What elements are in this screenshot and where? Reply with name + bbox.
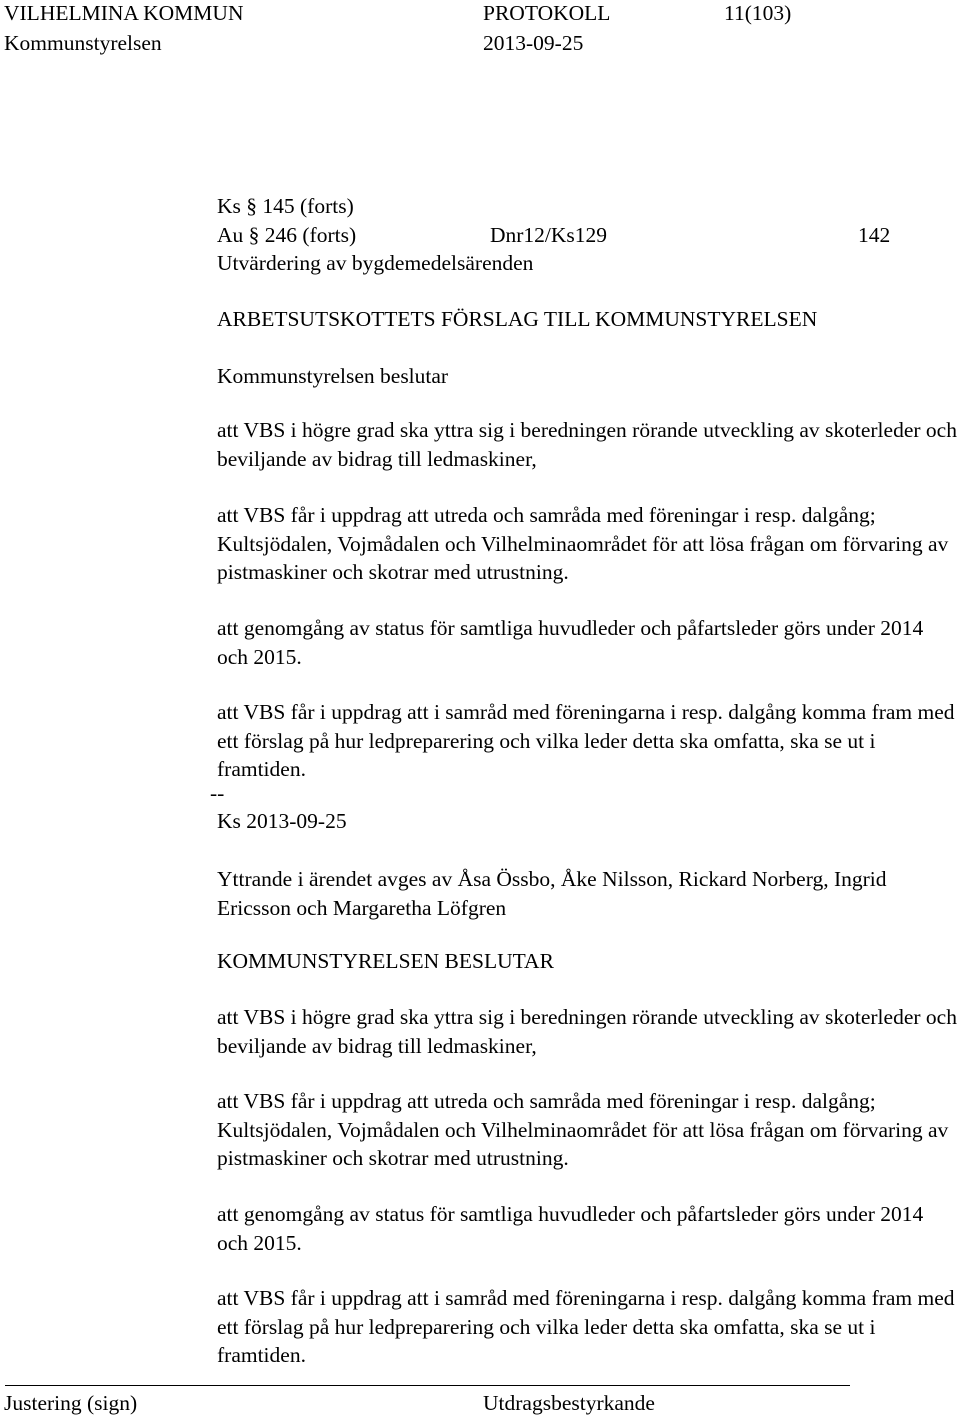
case-title: Utvärdering av bygdemedelsärenden <box>217 251 534 275</box>
case-number: 142 <box>858 223 891 247</box>
separator: -- <box>210 781 225 805</box>
decision-item: att VBS i högre grad ska yttra sig i beredningen rörande utveckling av skoterleder och beviljande av bidrag till ledmaskiner, <box>217 1005 957 1058</box>
decision-item: att genomgång av status för samtliga huvudleder och påfartsleder görs under 2014 och 2015. <box>217 1202 924 1255</box>
proposal-heading: ARBETSUTSKOTTETS FÖRSLAG TILL KOMMUNSTYRELSEN <box>217 307 818 331</box>
diary-number: Dnr12/Ks129 <box>490 223 608 247</box>
document-type: PROTOKOLL <box>483 1 611 25</box>
proposal-intro: Kommunstyrelsen beslutar <box>217 364 449 388</box>
ks-meeting-ref: Ks 2013-09-25 <box>217 809 347 833</box>
decision-item: att VBS får i uppdrag att i samråd med föreningarna i resp. dalgång komma fram med ett förslag på hur ledpreparering och vilka leder detta ska omfatta, ska se ut i framtiden. <box>217 1286 955 1367</box>
proposal-item: att VBS får i uppdrag att i samråd med föreningarna i resp. dalgång komma fram med ett förslag på hur ledpreparering och vilka leder detta ska omfatta, ska se ut i framtiden. <box>217 700 955 781</box>
meeting-date: 2013-09-25 <box>483 31 584 55</box>
ks-paragraph-ref: Ks § 145 (forts) <box>217 194 354 218</box>
statement-paragraph: Yttrande i ärendet avges av Åsa Össbo, Åke Nilsson, Rickard Norberg, Ingrid Ericsson och Margaretha Löfgren <box>217 867 887 920</box>
proposal-item: att genomgång av status för samtliga huvudleder och påfartsleder görs under 2014 och 2015. <box>217 616 924 669</box>
proposal-item: att VBS i högre grad ska yttra sig i beredningen rörande utveckling av skoterleder och beviljande av bidrag till ledmaskiner, <box>217 418 957 471</box>
municipality-name: VILHELMINA KOMMUN <box>4 1 244 25</box>
page-number: 11(103) <box>724 1 792 25</box>
decision-item: att VBS får i uppdrag att utreda och samråda med föreningar i resp. dalgång; Kultsjödalen, Vojmådalen och Vilhelminaområdet för att lösa frågan om förvaring av pistmaskiner och skotrar med utrustning. <box>217 1089 949 1170</box>
committee-name: Kommunstyrelsen <box>4 31 162 55</box>
utdragsbestyrkande-label: Utdragsbestyrkande <box>483 1391 655 1415</box>
au-paragraph-ref: Au § 246 (forts) <box>217 223 357 247</box>
proposal-item: att VBS får i uppdrag att utreda och samråda med föreningar i resp. dalgång; Kultsjödalen, Vojmådalen och Vilhelminaområdet för att lösa frågan om förvaring av pistmaskiner och skotrar med utrustning. <box>217 503 949 584</box>
justering-label: Justering (sign) <box>4 1391 138 1415</box>
signature-line <box>5 1385 850 1386</box>
decision-heading: KOMMUNSTYRELSEN BESLUTAR <box>217 949 554 973</box>
